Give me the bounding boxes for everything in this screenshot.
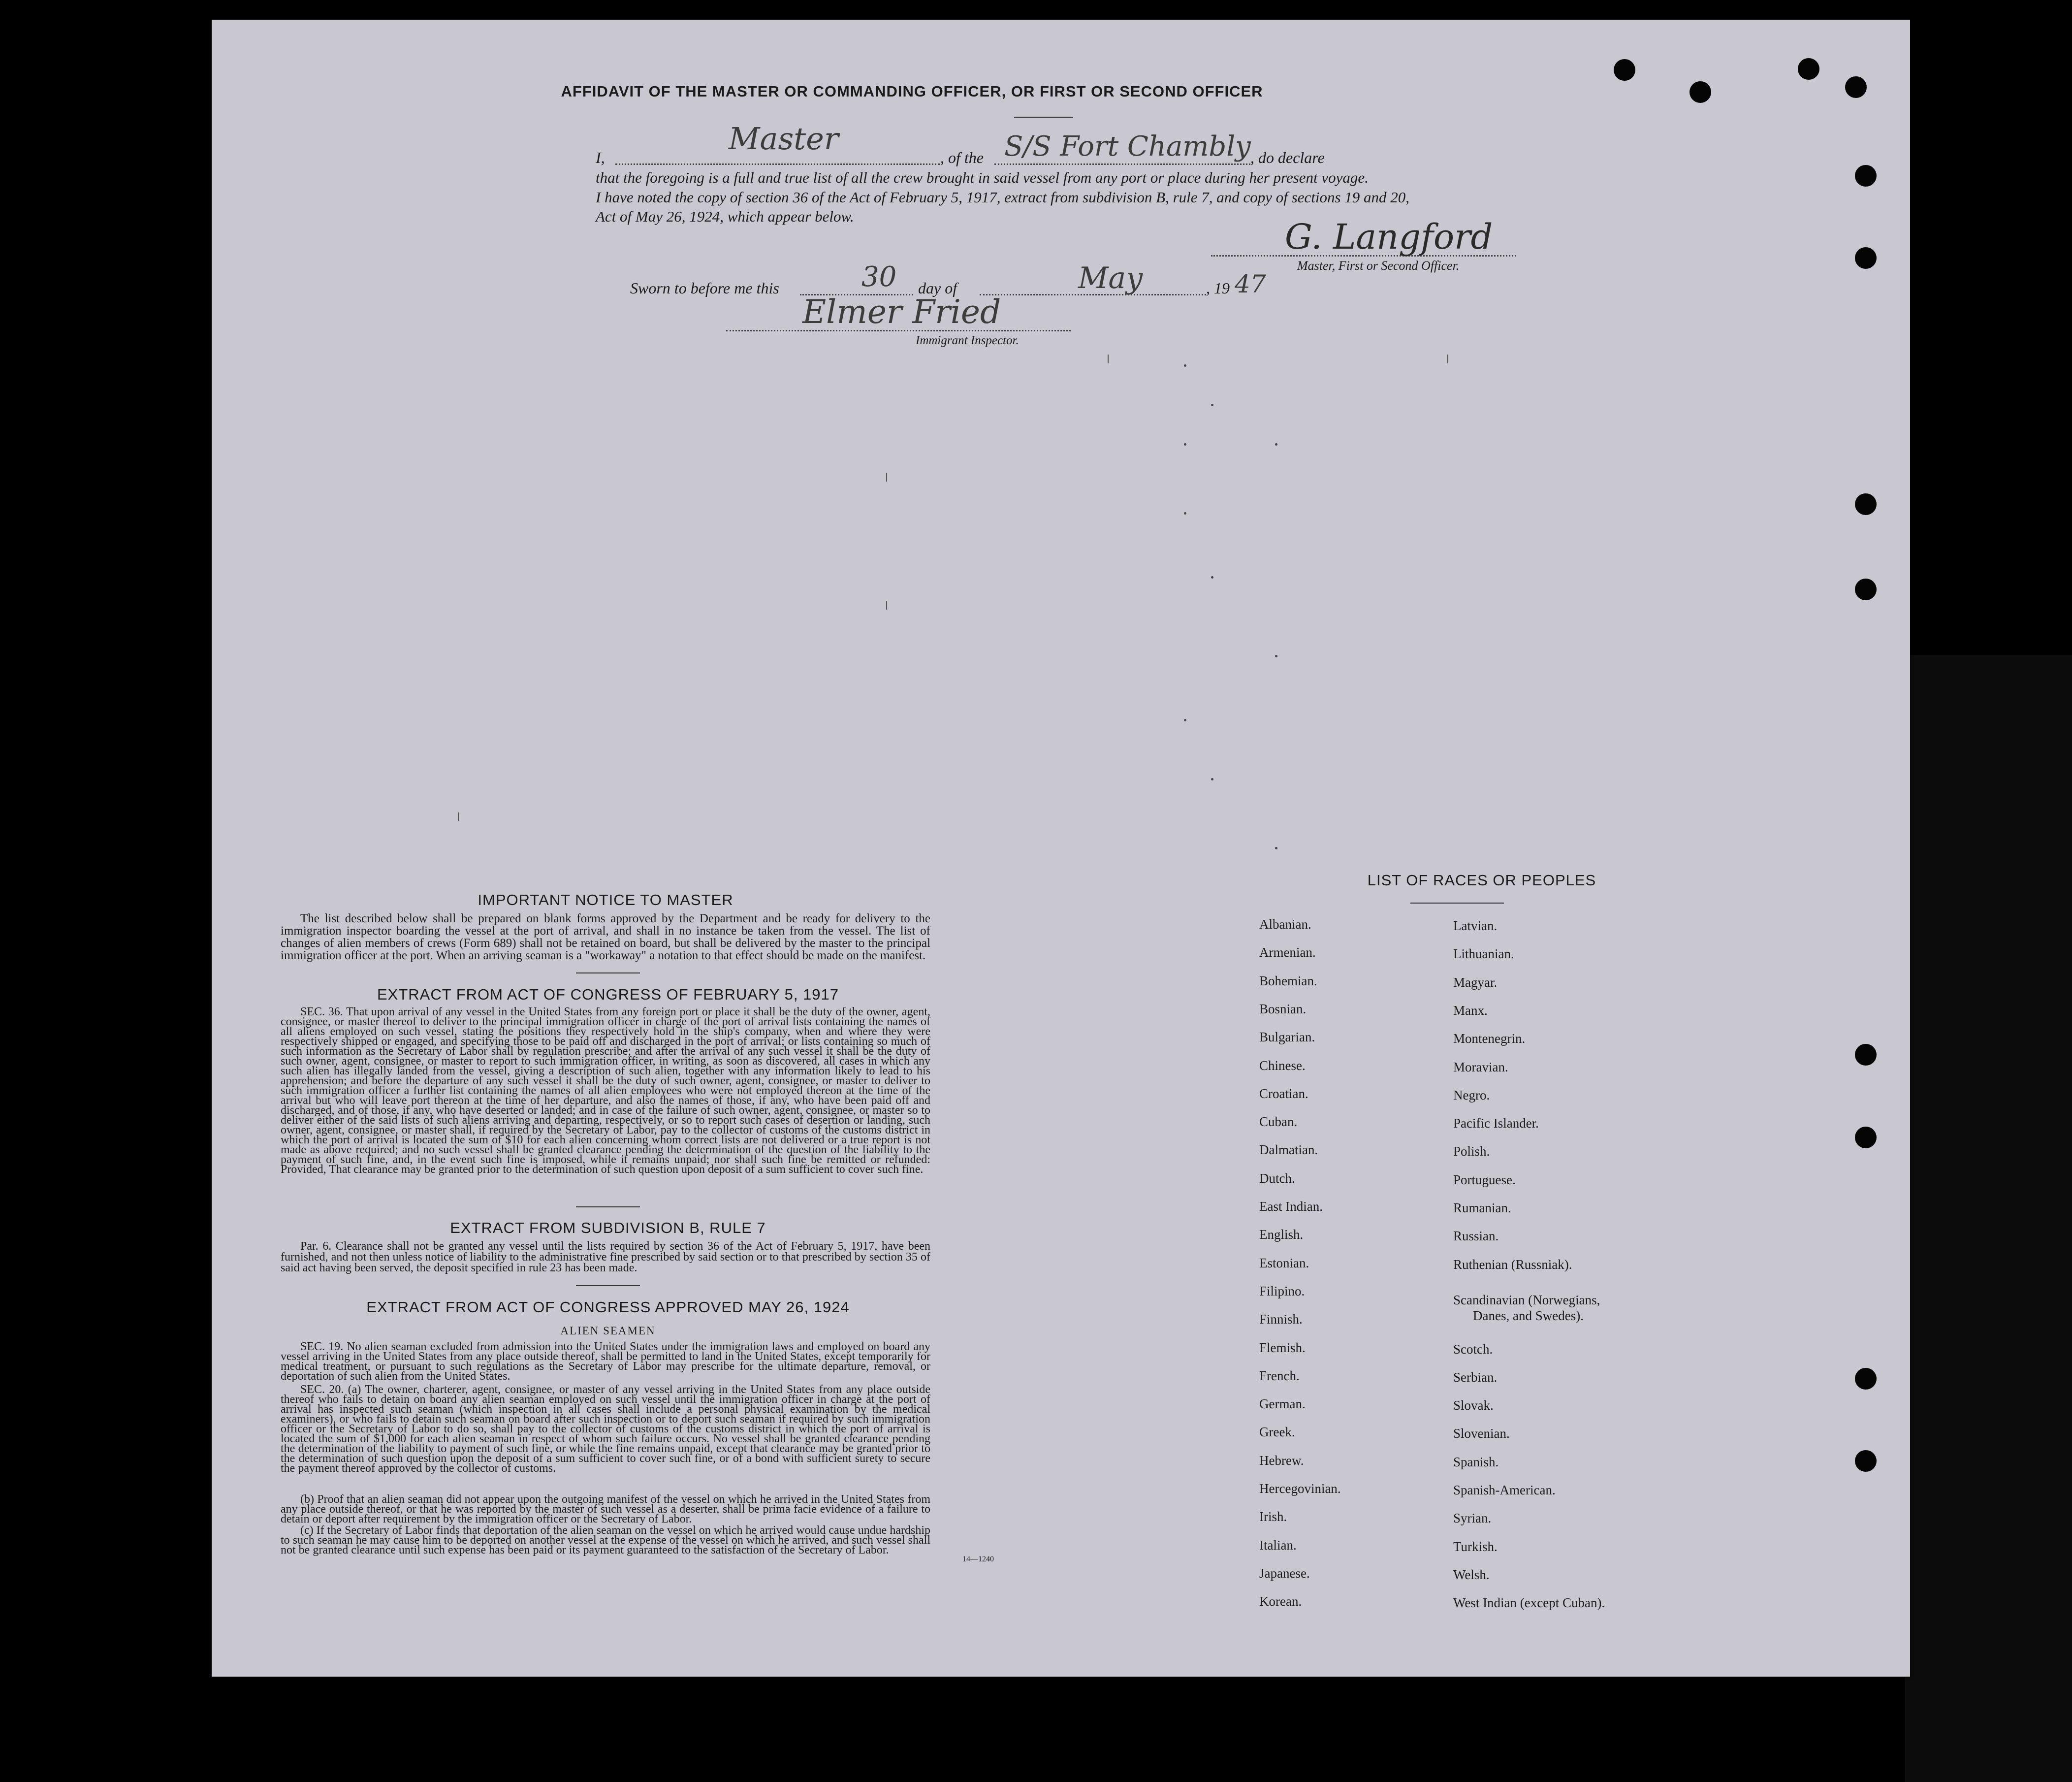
- affidavit-line2: that the foregoing is a full and true list of all the crew brought in said vessel from any port or place during her present voyage.: [596, 169, 1369, 186]
- speck: [1184, 512, 1186, 515]
- speck: [1275, 847, 1277, 849]
- race-left-item: Chinese.: [1259, 1058, 1306, 1073]
- race-left-item: English.: [1259, 1227, 1304, 1242]
- master-signature: G. Langford: [1285, 217, 1493, 257]
- race-right-item: Lithuanian.: [1453, 946, 1514, 961]
- scan-dark-band: [1905, 655, 2072, 1782]
- speck: [1211, 404, 1213, 406]
- race-left-item: Italian.: [1259, 1538, 1297, 1553]
- punch-hole: [1798, 58, 1819, 80]
- day-handwritten: 30: [861, 261, 897, 293]
- extract1917-body: SEC. 36. That upon arrival of any vessel in the United States from any foreign port or place it shall be the duty of the owner, agent, consignee, or master thereof to deliver to the principal immigration officer in charge of the port of arrival lists containing the names of all aliens employed on such vessel, stating the positions they respectively hold in the ship's company, when and where they were respectively shipped or engaged, and specifying those to be paid off and discharged in the port of arrival; or lists containing so much of such information as the Secretary of Labor shall by regulation prescribe; and after the arrival of any such vessel it shall be the duty of such owner, agent, consignee, or master to report to such immigration officer, in writing, as soon as discovered, all cases in which any such alien has illegally landed from the vessel, giving a description of such alien, together with any information likely to lead to his apprehension; and before the departure of any such vessel it shall be the duty of such owner, agent, consignee, or master to deliver to such immigration officer a further list containing the names of all alien employees who were not employed thereon at the time of the arrival but who will leave port thereon at the time of her departure, and also the names of those, if any, who have been paid off and discharged, and of those, if any, who have deserted or landed; and in case of the failure of such owner, agent, consignee, or master so to deliver either of the said lists of such aliens arriving and departing, respectively, or so to report such cases of desertion or landing, such owner, agent, consignee, or master shall, if required by the Secretary of Labor, pay to the collector of customs of the customs district in which the port of arrival is located the sum of $10 for each alien concerning whom correct lists are not delivered or a true report is not made as above required; and no such vessel shall be granted clearance pending the determination of the question of the liability to the payment of such fine, and, in the event such fine is imposed, while it remains unpaid; nor shall such fine be remitted or refunded: Provided, That clearance may be granted prior to the determination of such question upon deposit of a sum sufficient to cover such fine.: [281, 1005, 930, 1176]
- subdivisionB-body: Par. 6. Clearance shall not be granted any vessel until the lists required by section 36 of the Act of February 5, 1917, have been furnished, and not then unless notice of liability to the administrative fine prescribed by said section or to that prescribed by section 35 of said act having been served, the deposit specified in rule 23 has been made.: [281, 1240, 930, 1274]
- race-left-item: Bohemian.: [1259, 973, 1317, 988]
- races-rule: [1410, 903, 1504, 904]
- race-right-item: Scandinavian (Norwegians,: [1453, 1293, 1600, 1307]
- form-number: 14—1240: [962, 1555, 994, 1563]
- race-left-item: Hercegovinian.: [1259, 1481, 1341, 1496]
- race-left-item: Bosnian.: [1259, 1002, 1307, 1016]
- race-left-item: Korean.: [1259, 1594, 1302, 1609]
- race-left-item: Filipino.: [1259, 1284, 1305, 1298]
- notice-body: The list described below shall be prepared on blank forms approved by the Department and be ready for delivery to the immigration inspector boarding the vessel at the port of arrival, and shall in no instance be taken from the vessel. The list of changes of alien members of crews (Form 689) shall not be retained on board, but shall be delivered by the master to the principal immigration officer at the port. When an arriving seaman is a "workaway" a notation to that effect should be made on the manifest.: [281, 912, 930, 962]
- affidavit-title: AFFIDAVIT OF THE MASTER OR COMMANDING OFFICER, OR FIRST OR SECOND OFFICER: [561, 83, 1263, 100]
- inspector-caption: Immigrant Inspector.: [916, 334, 1019, 347]
- race-right-item: Serbian.: [1453, 1370, 1498, 1385]
- speck: [1275, 655, 1277, 657]
- do-declare-label: , do declare: [1250, 149, 1325, 166]
- subdivisionB-title: EXTRACT FROM SUBDIVISION B, RULE 7: [450, 1219, 766, 1236]
- punch-hole: [1855, 1368, 1877, 1390]
- tick-mark: [458, 812, 459, 821]
- sec19-body: SEC. 19. No alien seaman excluded from admission into the United States under the immigration laws and employed on board any vessel arriving in the United States from any place outside thereof, shall be permitted to land in the United States, except temporarily for medical treatment, or pursuant to such regulations as the Secretary of Labor may prescribe for the ultimate departure, removal, or deportation of such alien from the United States.: [281, 1340, 930, 1383]
- punch-hole: [1855, 1044, 1877, 1066]
- year-label: , 19: [1206, 279, 1230, 297]
- affidavit-line4: Act of May 26, 1924, which appear below.: [596, 208, 854, 225]
- punch-hole: [1855, 1127, 1877, 1148]
- name-line: [615, 163, 940, 165]
- sworn-label: Sworn to before me this: [630, 279, 779, 297]
- race-right-item: Turkish.: [1453, 1539, 1498, 1554]
- race-left-item: Dalmatian.: [1259, 1142, 1318, 1157]
- race-left-item: Estonian.: [1259, 1256, 1309, 1270]
- year-handwritten: 47: [1235, 270, 1266, 298]
- i-label: I,: [596, 149, 605, 166]
- race-right-item: Scotch.: [1453, 1342, 1493, 1357]
- speck: [1184, 443, 1186, 446]
- race-left-item: Irish.: [1259, 1509, 1287, 1524]
- race-left-item: Cuban.: [1259, 1114, 1298, 1129]
- vessel-handwritten: S/S Fort Chambly: [1004, 130, 1251, 162]
- race-right-item: Pacific Islander.: [1453, 1116, 1539, 1131]
- master-handwritten: Master: [729, 121, 839, 157]
- race-right-item: Slovak.: [1453, 1398, 1494, 1413]
- race-right-item: Spanish-American.: [1453, 1483, 1556, 1497]
- vessel-line: [994, 163, 1250, 165]
- race-left-item: Greek.: [1259, 1425, 1295, 1439]
- punch-hole: [1614, 59, 1635, 81]
- notice-title: IMPORTANT NOTICE TO MASTER: [478, 891, 733, 908]
- race-right-item: Portuguese.: [1453, 1172, 1516, 1187]
- race-left-item: Croatian.: [1259, 1086, 1308, 1101]
- sec20c-body: (c) If the Secretary of Labor finds that deportation of the alien seaman on the vessel on which he arrived would cause undue hardship to such seaman he may cause him to be deported on another vessel at the expense of the vessel on which he arrived, and such vessel shall not be granted clearance until such expense has been paid or its payment guaranteed to the satisfaction of the Secretary of Labor.: [281, 1524, 930, 1556]
- day-of-label: day of: [918, 279, 957, 297]
- inspector-signature: Elmer Fried: [802, 293, 1001, 331]
- of-the-label: , of the: [940, 149, 984, 166]
- officer-caption: Master, First or Second Officer.: [1297, 259, 1460, 273]
- race-left-item: Finnish.: [1259, 1312, 1303, 1327]
- punch-hole: [1855, 247, 1877, 269]
- race-right-item: Syrian.: [1453, 1511, 1492, 1525]
- sec20b-body: (b) Proof that an alien seaman did not appear upon the outgoing manifest of the vessel on which he arrived in the United States from any place outside thereof, or that he was reported by the master of such vessel as a deserter, shall be prima facie evidence of a failure to detain or deport after requirement by the immigration officer or the Secretary of Labor.: [281, 1493, 930, 1525]
- form-page: [212, 20, 1910, 1677]
- race-left-item: East Indian.: [1259, 1199, 1323, 1214]
- race-left-item: Hebrew.: [1259, 1453, 1304, 1468]
- punch-hole: [1845, 76, 1867, 98]
- races-title: LIST OF RACES OR PEOPLES: [1367, 872, 1596, 889]
- month-handwritten: May: [1078, 261, 1143, 295]
- race-left-item: German.: [1259, 1396, 1306, 1411]
- race-right-item: Ruthenian (Russniak).: [1453, 1257, 1572, 1272]
- race-right-item: Welsh.: [1453, 1567, 1490, 1582]
- race-right-item: Montenegrin.: [1453, 1031, 1526, 1046]
- tick-mark: [886, 473, 887, 482]
- tick-mark: [1447, 355, 1448, 363]
- subdivisionB-rule: [576, 1285, 640, 1286]
- race-right-item: Danes, and Swedes).: [1473, 1308, 1584, 1323]
- race-left-item: Armenian.: [1259, 945, 1316, 960]
- race-right-item: Moravian.: [1453, 1060, 1508, 1074]
- speck: [1211, 576, 1213, 579]
- tick-mark: [1108, 355, 1109, 363]
- race-right-item: Negro.: [1453, 1088, 1490, 1102]
- sec20a-body: SEC. 20. (a) The owner, charterer, agent, consignee, or master of any vessel arriving in the United States from any place outside thereof who fails to detain on board any alien seaman employed on such vessel until the immigration officer in charge at the port of arrival has inspected such seaman (which inspection in all cases shall include a personal physical examination by the medical examiners), or who fails to detain such seaman on board after such inspection or to deport such seaman if required by such immigration officer or the Secretary of Labor to do so, shall pay to the collector of customs of the customs district in which the port of arrival is located the sum of $1,000 for each alien seaman in respect of whom such failure occurs. No vessel shall be granted clearance pending the determination of the liability to payment of such fine, or while the fine remains unpaid, except that clearance may be granted prior to the determination of such question upon the deposit of a sum sufficient to cover such fine, or of a bond with sufficient surety to secure the payment thereof approved by the collector of customs.: [281, 1383, 930, 1475]
- punch-hole: [1855, 1450, 1877, 1472]
- speck: [1184, 719, 1186, 721]
- affidavit-line3: I have noted the copy of section 36 of the Act of February 5, 1917, extract from subdivision B, rule 7, and copy of sections 19 and 20,: [596, 189, 1410, 206]
- title-rule: [1014, 117, 1073, 118]
- punch-hole: [1855, 165, 1877, 187]
- race-left-item: Flemish.: [1259, 1340, 1306, 1355]
- punch-hole: [1855, 493, 1877, 515]
- race-right-item: Latvian.: [1453, 918, 1498, 933]
- race-left-item: Bulgarian.: [1259, 1030, 1315, 1044]
- race-right-item: Magyar.: [1453, 975, 1498, 990]
- race-right-item: Polish.: [1453, 1144, 1490, 1159]
- race-right-item: Manx.: [1453, 1003, 1488, 1018]
- extract1917-rule: [576, 1206, 640, 1207]
- race-left-item: French.: [1259, 1368, 1300, 1383]
- race-right-item: Russian.: [1453, 1229, 1499, 1243]
- race-left-item: Albanian.: [1259, 917, 1311, 932]
- tick-mark: [886, 601, 887, 610]
- speck: [1211, 778, 1213, 780]
- race-right-item: West Indian (except Cuban).: [1453, 1595, 1605, 1610]
- speck: [1184, 364, 1186, 367]
- punch-hole: [1689, 81, 1711, 103]
- punch-hole: [1855, 579, 1877, 600]
- speck: [1275, 443, 1277, 446]
- race-right-item: Slovenian.: [1453, 1426, 1510, 1441]
- race-right-item: Rumanian.: [1453, 1200, 1511, 1215]
- extract1924-subtitle: ALIEN SEAMEN: [560, 1325, 656, 1337]
- race-left-item: Dutch.: [1259, 1171, 1295, 1186]
- extract1924-title: EXTRACT FROM ACT OF CONGRESS APPROVED MAY 26, 1924: [366, 1298, 850, 1316]
- race-right-item: Spanish.: [1453, 1455, 1499, 1469]
- notice-rule: [576, 972, 640, 973]
- race-left-item: Japanese.: [1259, 1566, 1310, 1581]
- extract1917-title: EXTRACT FROM ACT OF CONGRESS OF FEBRUARY 5, 1917: [377, 986, 839, 1003]
